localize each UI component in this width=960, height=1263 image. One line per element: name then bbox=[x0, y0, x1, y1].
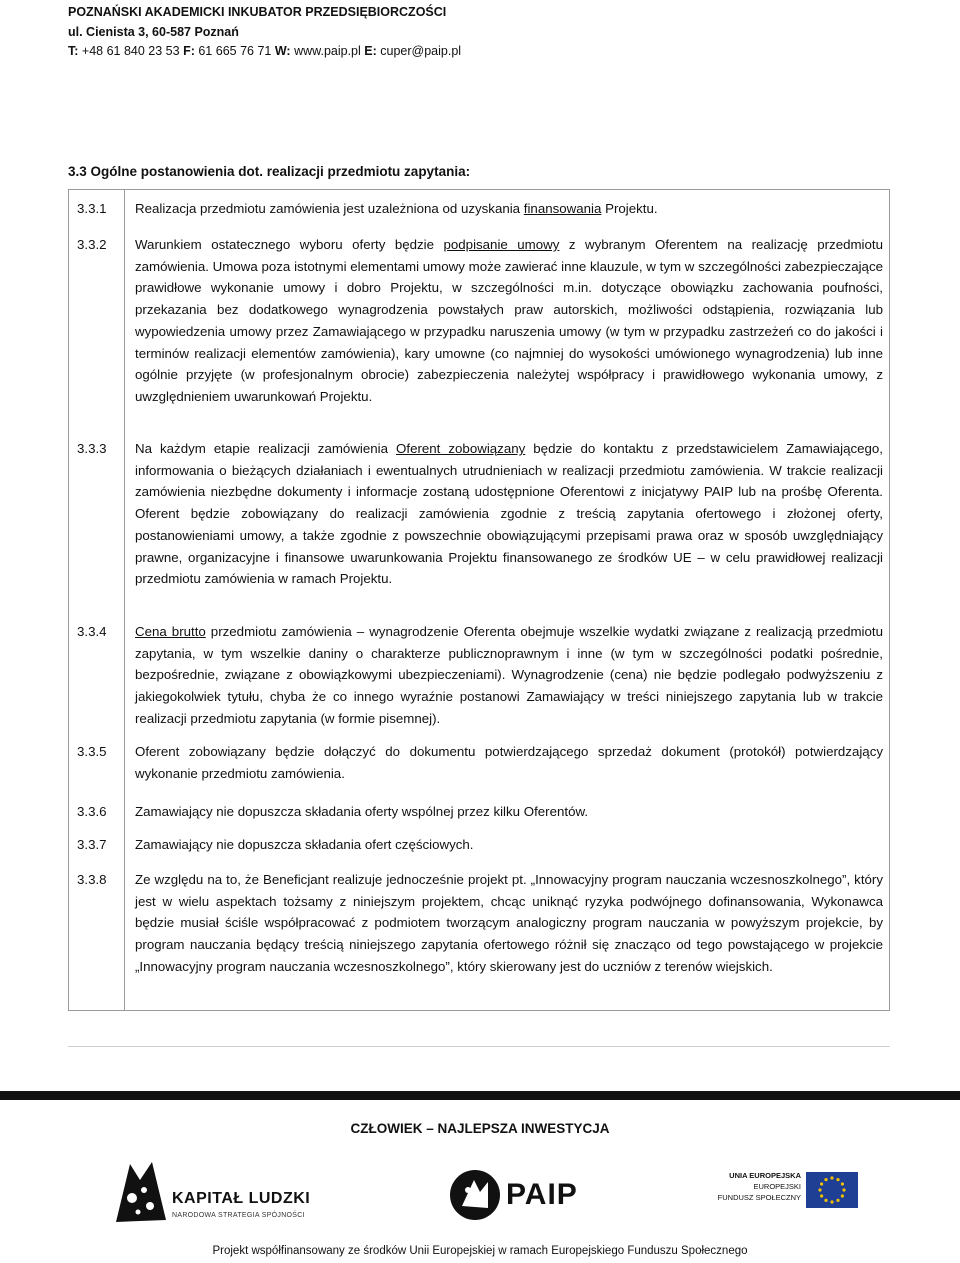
fax-label: F: bbox=[183, 44, 195, 58]
clause-text: Zamawiający nie dopuszcza składania ofert częściowych. bbox=[135, 837, 474, 852]
clause-3-3-1 bbox=[68, 198, 890, 220]
clause-text: Ze względu na to, że Beneficjant realizuje jednocześnie projekt pt. „Innowacyjny program nauczania wczesnoszkolnego”, który jest w wielu aspektach tożsamy z niniejszym projektem, chcąc uniknąć ryzyka podwójnego dofinansowania, Wykonawca będzie musiał ściśle współpracować z podmiotem tworzącym analogiczny program nauczania w powyższym projekcie, by program nauczania będący treścią niniejszego zapytania ofertowego różnił się znacząco od tego powstającego w projekcie „Innowacyjny program nauczania wczesnoszkolnego”, który skierowany jest do uczniów z terenów wiejskich. bbox=[135, 872, 883, 974]
slogan: CZŁOWIEK – NAJLEPSZA INWESTYCJA bbox=[350, 1121, 610, 1136]
section-title: 3.3 Ogólne postanowienia dot. realizacji przedmiotu zapytania: bbox=[68, 164, 471, 179]
footer-band bbox=[0, 1091, 960, 1100]
fax-value: 61 665 76 71 bbox=[198, 44, 272, 58]
eu-line3: FUNDUSZ SPOŁECZNY bbox=[717, 1193, 801, 1202]
phone-label: T: bbox=[68, 44, 79, 58]
clause-3-3-7 bbox=[68, 834, 890, 856]
paip-title: PAIP bbox=[506, 1178, 578, 1211]
paip-logo bbox=[448, 1168, 578, 1224]
underlined-text: finansowania bbox=[523, 201, 602, 216]
clause-text: Na każdym etapie realizacji zamówienia Oferent zobowiązany będzie do kontaktu z przedstawicielem Zamawiającego, informowania o bieżących działaniach i ewentualnych utrudnieniach w realizacji przedmiotu zamówienia. W trakcie realizacji zamówienia niezbędne dokumenty i informacje zostaną udostępnione Oferentowi z inicjatywy PAIP lub na prośbę Oferenta. Oferent będzie zobowiązany do realizacji zamówienia zgodnie z treścią zapytania ofertowego i złożonej oferty, postanowieniami umowy, a także zgodnie z powszechnie obowiązującymi przepisami prawa oraz w sposób uwzględniający prawne, organizacyjne i finansowe uwarunkowania Projektu finansowanego ze środków UE – w celu prawidłowej realizacji przedmiotu zamówienia w ramach Projektu. bbox=[135, 441, 883, 587]
clause-number: 3.3.7 bbox=[77, 837, 107, 852]
kapital-ludzki-subtitle: NARODOWA STRATEGIA SPÓJNOŚCI bbox=[172, 1212, 305, 1219]
kapital-ludzki-title: KAPITAŁ LUDZKI bbox=[172, 1190, 311, 1207]
clause-text: Realizacja przedmiotu zamówienia jest uzależniona od uzyskania finansowania Projektu. bbox=[135, 201, 658, 216]
paip-emblem-icon bbox=[448, 1168, 502, 1222]
eu-line1: UNIA EUROPEJSKA bbox=[729, 1171, 801, 1180]
clause-3-3-3 bbox=[68, 438, 890, 590]
phone-value: +48 61 840 23 53 bbox=[81, 44, 180, 58]
website-label: W: bbox=[274, 44, 291, 58]
funding-footer: Projekt współfinansowany ze środków Unii Europejskiej w ramach Europejskiego Funduszu Społecznego bbox=[212, 1245, 748, 1257]
org-contact bbox=[68, 42, 461, 62]
eu-line2: EUROPEJSKI bbox=[753, 1182, 801, 1191]
eu-logo bbox=[706, 1170, 846, 1220]
letterhead bbox=[68, 3, 461, 62]
clause-number: 3.3.8 bbox=[77, 872, 107, 887]
clause-number: 3.3.4 bbox=[77, 624, 107, 639]
eu-flag-icon bbox=[806, 1172, 858, 1208]
clause-3-3-6 bbox=[68, 801, 890, 823]
clause-text: Cena brutto przedmiotu zamówienia – wynagrodzenie Oferenta obejmuje wszelkie wydatki związane z realizacją przedmiotu zapytania, w tym wszelkie daniny o charakterze publicznoprawnym i inne (w tym w szczególności podatki pośrednie, bezpośrednie, związane z obowiązkowymi ubezpieczeniami). Wynagrodzenie (cena) nie będzie podlegało podwyższeniu z jakiegokolwiek tytułu, chyba że co innego wyraźnie postanowi Zamawiający w treści niniejszego zapytania lub w trakcie realizacji przedmiotu zapytania (w formie pisemnej). bbox=[135, 624, 884, 726]
clause-number: 3.3.1 bbox=[77, 201, 107, 216]
clause-3-3-5 bbox=[68, 741, 890, 784]
org-address: ul. Cienista 3, 60-587 Poznań bbox=[68, 24, 239, 39]
kapital-ludzki-emblem-icon bbox=[110, 1160, 170, 1226]
clause-number: 3.3.3 bbox=[77, 441, 107, 456]
clause-text: Oferent zobowiązany będzie dołączyć do dokumentu potwierdzającego sprzedaż dokument (protokół) potwierdzający wykonanie przedmiotu zamówienia. bbox=[135, 744, 883, 781]
clause-3-3-4 bbox=[68, 621, 890, 730]
clause-3-3-2 bbox=[68, 234, 890, 408]
clause-number: 3.3.6 bbox=[77, 804, 107, 819]
website-value[interactable]: www.paip.pl bbox=[294, 44, 361, 58]
clause-number: 3.3.2 bbox=[77, 237, 107, 252]
email-label: E: bbox=[364, 44, 377, 58]
clause-3-3-8 bbox=[68, 869, 890, 978]
underlined-text: Cena brutto bbox=[135, 624, 206, 639]
kapital-ludzki-logo bbox=[110, 1160, 320, 1230]
clause-number: 3.3.5 bbox=[77, 744, 107, 759]
email-value[interactable]: cuper@paip.pl bbox=[380, 44, 462, 58]
clause-text: Zamawiający nie dopuszcza składania oferty wspólnej przez kilku Oferentów. bbox=[135, 804, 589, 819]
underlined-text: Oferent zobowiązany bbox=[396, 441, 526, 456]
org-name: POZNAŃSKI AKADEMICKI INKUBATOR PRZEDSIĘBIORCZOŚCI bbox=[68, 5, 447, 19]
underlined-text: podpisanie umowy bbox=[443, 237, 560, 252]
page-bottom-rule bbox=[68, 1046, 890, 1047]
clause-text: Warunkiem ostatecznego wyboru oferty będzie podpisanie umowy z wybranym Oferentem na realizację przedmiotu zamówienia. Umowa poza istotnymi elementami umowy może zawierać inne klauzule, w tym w szczególności zabezpieczające prawidłowe wykonanie umowy i dobro Projektu, w szczególności m.in. dotyczące obowiązku zachowania poufności, przekazania bez dodatkowego wynagrodzenia powstałych praw autorskich, możliwości odstąpienia, rozwiązania lub wypowiedzenia umowy przez Zamawiającego w przypadku naruszenia umowy (w tym w przypadku zastrzeżeń co do jakości i terminów realizacji elementów zamówienia), kary umowne (co najmniej do wysokości umówionego wynagrodzenia) lub inne ogólnie przyjęte (w profesjonalnym obrocie) zabezpieczenia należytej współpracy i prawidłowego wykonania umowy, z uwzględnieniem uwarunkowań Projektu. bbox=[135, 237, 883, 404]
